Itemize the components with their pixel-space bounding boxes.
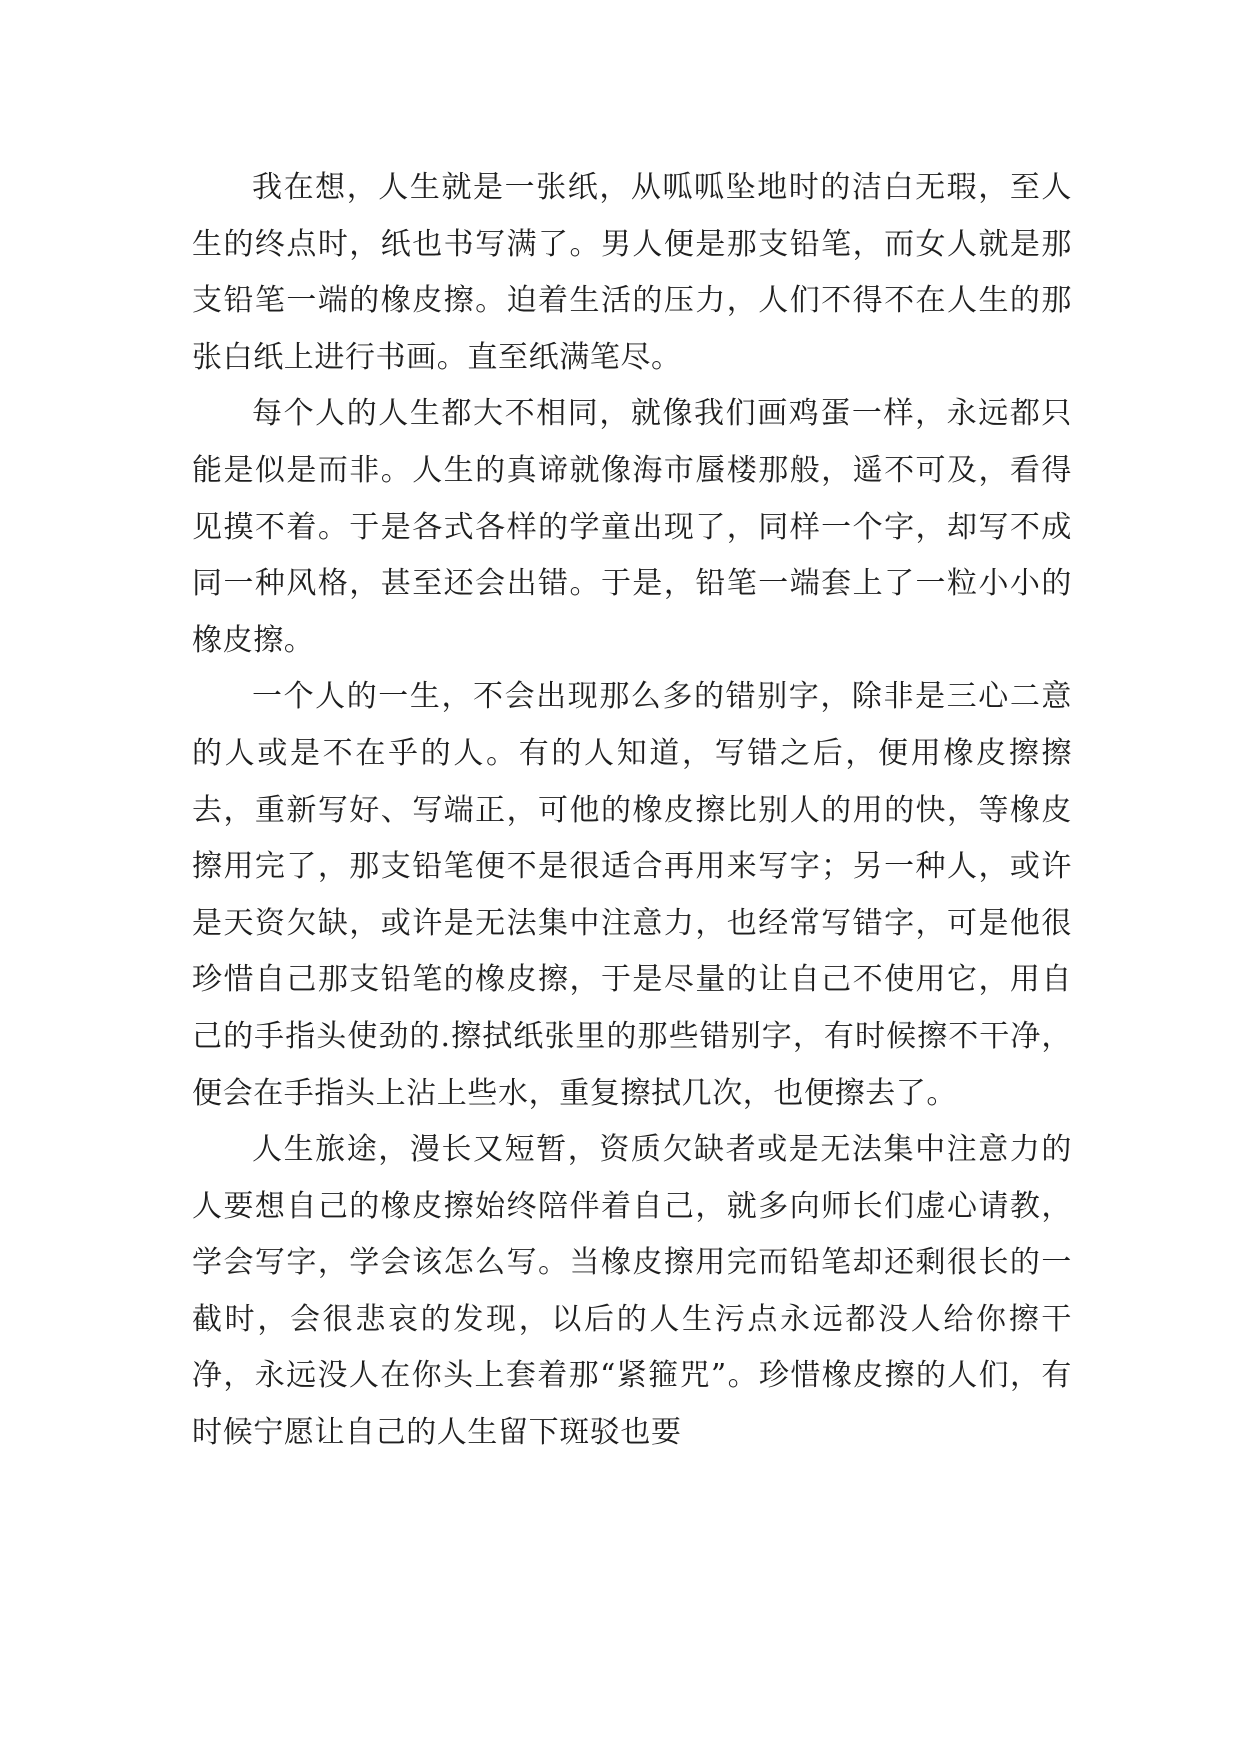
paragraph-2: 每个人的人生都大不相同，就像我们画鸡蛋一样，永远都只能是似是而非。人生的真谛就像海市蜃楼那般，遥不可及，看得见摸不着。于是各式各样的学童出现了，同样一个字，却写不成同一种风格，甚至还会出错。于是，铅笔一端套上了一粒小小的橡皮擦。 <box>192 396 1072 658</box>
paragraph-4: 人生旅途，漫长又短暂，资质欠缺者或是无法集中注意力的人要想自己的橡皮擦始终陪伴着自己，就多向师长们虚心请教，学会写字，学会该怎么写。当橡皮擦用完而铅笔却还剩很长的一截时，会很悲哀的发现，以后的人生污点永远都没人给你擦干净，永远没人在你头上套着那“紧箍咒”。珍惜橡皮擦的人们，有时候宁愿让自己的人生留下斑驳也要 <box>192 1132 1072 1451</box>
body-text <box>192 160 1072 1462</box>
paragraph-1: 我在想，人生就是一张纸，从呱呱坠地时的洁白无瑕，至人生的终点时，纸也书写满了。男人便是那支铅笔，而女人就是那支铅笔一端的橡皮擦。迫着生活的压力，人们不得不在人生的那张白纸上进行书画。直至纸满笔尽。 <box>192 170 1072 375</box>
paragraph-3: 一个人的一生，不会出现那么多的错别字，除非是三心二意的人或是不在乎的人。有的人知道，写错之后，便用橡皮擦擦去，重新写好、写端正，可他的橡皮擦比别人的用的快，等橡皮擦用完了，那支铅笔便不是很适合再用来写字；另一种人，或许是天资欠缺，或许是无法集中注意力，也经常写错字，可是他很珍惜自己那支铅笔的橡皮擦，于是尽量的让自己不使用它，用自己的手指头使劲的.擦拭纸张里的那些错别字，有时候擦不干净，便会在手指头上沾上些水，重复擦拭几次，也便擦去了。 <box>192 679 1072 1111</box>
